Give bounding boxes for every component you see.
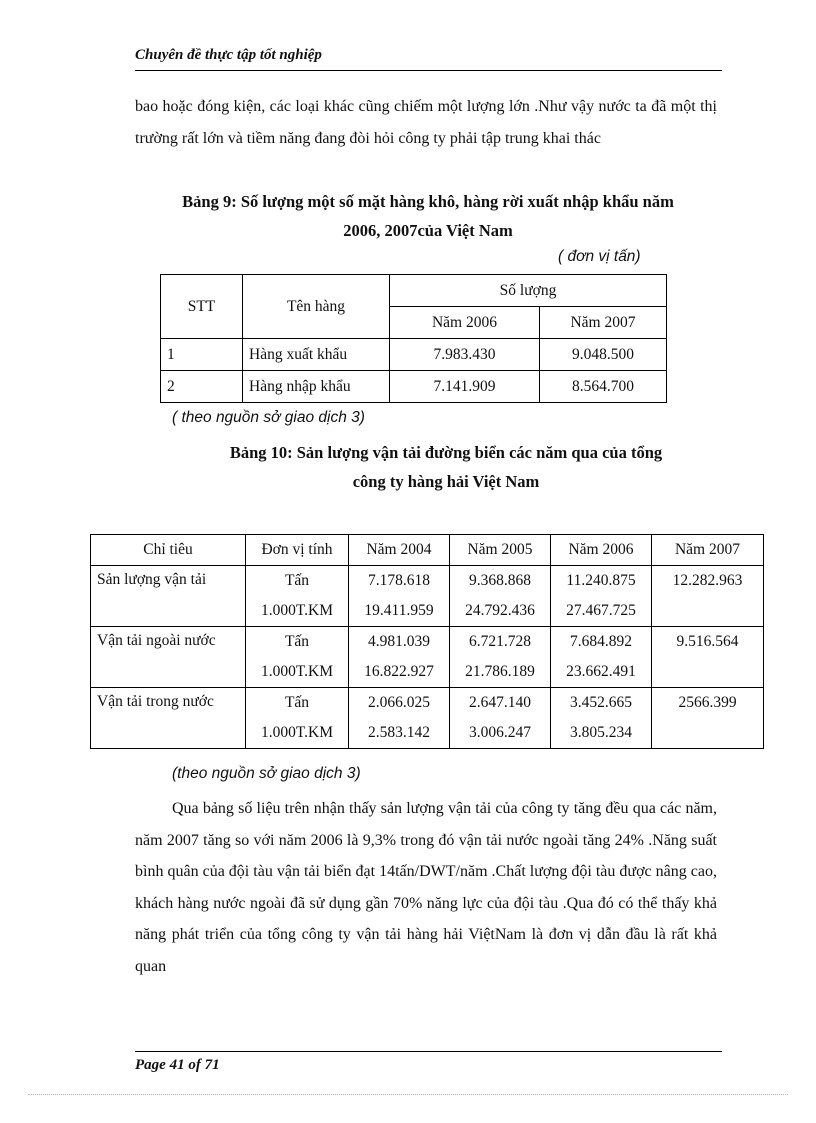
- table9: [160, 274, 667, 403]
- table9-cell: 1: [161, 339, 243, 371]
- table10-cell: 2566.399: [652, 688, 764, 719]
- table10-cell: 12.282.963: [652, 566, 764, 597]
- table10-cell-empty: [652, 718, 764, 749]
- table10-group-label: Sản lượng vận tải: [91, 566, 246, 627]
- table10-cell: 3.805.234: [551, 718, 652, 749]
- table10-cell: 9.516.564: [652, 627, 764, 658]
- table10-caption-line2: công ty hàng hải Việt Nam: [352, 472, 540, 491]
- table-row: [91, 566, 764, 597]
- table10-cell: 19.411.959: [349, 596, 450, 627]
- table9-caption: [120, 187, 736, 245]
- table9-header-2007: Năm 2007: [540, 307, 667, 339]
- table10-cell: 24.792.436: [450, 596, 551, 627]
- table10-cell: 7.178.618: [349, 566, 450, 597]
- table9-caption-line1: Bảng 9: Số lượng một số mặt hàng khô, hàng rời xuất nhập khẩu năm: [182, 192, 674, 211]
- table9-cell: 7.141.909: [390, 371, 540, 403]
- table10-cell: 1.000T.KM: [246, 657, 349, 688]
- table10-source: (theo nguồn sở giao dịch 3): [172, 765, 361, 782]
- table10-header: Năm 2004: [349, 535, 450, 566]
- table10-caption: [150, 438, 742, 496]
- table-row: [161, 339, 667, 371]
- table10-header: Năm 2005: [450, 535, 551, 566]
- table9-cell: 8.564.700: [540, 371, 667, 403]
- table10-cell: 1.000T.KM: [246, 596, 349, 627]
- table9-caption-line2: 2006, 2007của Việt Nam: [343, 221, 513, 240]
- table9-cell: 2: [161, 371, 243, 403]
- table10-cell: 7.684.892: [551, 627, 652, 658]
- table10-header: Đơn vị tính: [246, 535, 349, 566]
- table9-header-quantity: Số lượng: [390, 275, 667, 307]
- table9-cell: Hàng nhập khẩu: [243, 371, 390, 403]
- table10: [90, 534, 764, 749]
- table9-cell: 9.048.500: [540, 339, 667, 371]
- table10-header: Chỉ tiêu: [91, 535, 246, 566]
- page-number: Page 41 of 71: [135, 1057, 220, 1073]
- table10-cell: 2.066.025: [349, 688, 450, 719]
- table-row: [161, 371, 667, 403]
- table10-cell: Tấn: [246, 627, 349, 658]
- footer-rule: [135, 1051, 722, 1052]
- table10-group-label: Vận tải ngoài nước: [91, 627, 246, 688]
- intro-paragraph: bao hoặc đóng kiện, các loại khác cũng chiếm một lượng lớn .Như vậy nước ta đã một thị trường rất lớn và tiềm năng đang đòi hỏi công ty phải tập trung khai thác: [135, 98, 717, 147]
- page-header-title: Chuyên đề thực tập tốt nghiệp: [135, 47, 322, 63]
- table9-cell: 7.983.430: [390, 339, 540, 371]
- page-bottom-divider: [28, 1094, 788, 1095]
- table10-cell: 11.240.875: [551, 566, 652, 597]
- table10-cell: 9.368.868: [450, 566, 551, 597]
- table10-cell: 6.721.728: [450, 627, 551, 658]
- table10-cell: 2.583.142: [349, 718, 450, 749]
- table-row: [91, 627, 764, 658]
- table10-cell: 4.981.039: [349, 627, 450, 658]
- analysis-paragraph: Qua bảng số liệu trên nhận thấy sản lượng vận tải của công ty tăng đều qua các năm, năm 2007 tăng so với năm 2006 là 9,3% trong đó vận tải nước ngoài tăng 24% .Năng suất bình quân của đội tàu vận tải biển đạt 14tấn/DWT/năm .Chất lượng đội tàu được nâng cao, khách hàng nước ngoài đã sử dụng gần 70% năng lực của đội tàu .Qua đó có thể thấy khả năng phát triển của tổng công ty vận tải hàng hải ViệtNam là đơn vị dẫn đầu là rất khả quan: [135, 800, 717, 975]
- table10-cell: Tấn: [246, 566, 349, 597]
- table9-source: ( theo nguồn sở giao dịch 3): [172, 409, 365, 426]
- table10-cell: Tấn: [246, 688, 349, 719]
- table10-cell: 1.000T.KM: [246, 718, 349, 749]
- table9-header-2006: Năm 2006: [390, 307, 540, 339]
- table10-cell: 2.647.140: [450, 688, 551, 719]
- table10-cell: 23.662.491: [551, 657, 652, 688]
- header-rule: [135, 70, 722, 71]
- table9-header-stt: STT: [161, 275, 243, 339]
- table10-group-label: Vận tải trong nước: [91, 688, 246, 749]
- table10-header: Năm 2007: [652, 535, 764, 566]
- table10-cell-empty: [652, 657, 764, 688]
- table10-cell: 21.786.189: [450, 657, 551, 688]
- table10-cell: 3.452.665: [551, 688, 652, 719]
- table10-cell-empty: [652, 596, 764, 627]
- table10-caption-line1: Bảng 10: Sản lượng vận tải đường biển các năm qua của tổng: [229, 443, 663, 462]
- table-row: [91, 688, 764, 719]
- table9-unit: ( đơn vị tấn): [558, 248, 641, 265]
- table10-header: Năm 2006: [551, 535, 652, 566]
- table10-cell: 16.822.927: [349, 657, 450, 688]
- table9-header-name: Tên hàng: [243, 275, 390, 339]
- table10-cell: 3.006.247: [450, 718, 551, 749]
- table9-cell: Hàng xuất khẩu: [243, 339, 390, 371]
- table10-cell: 27.467.725: [551, 596, 652, 627]
